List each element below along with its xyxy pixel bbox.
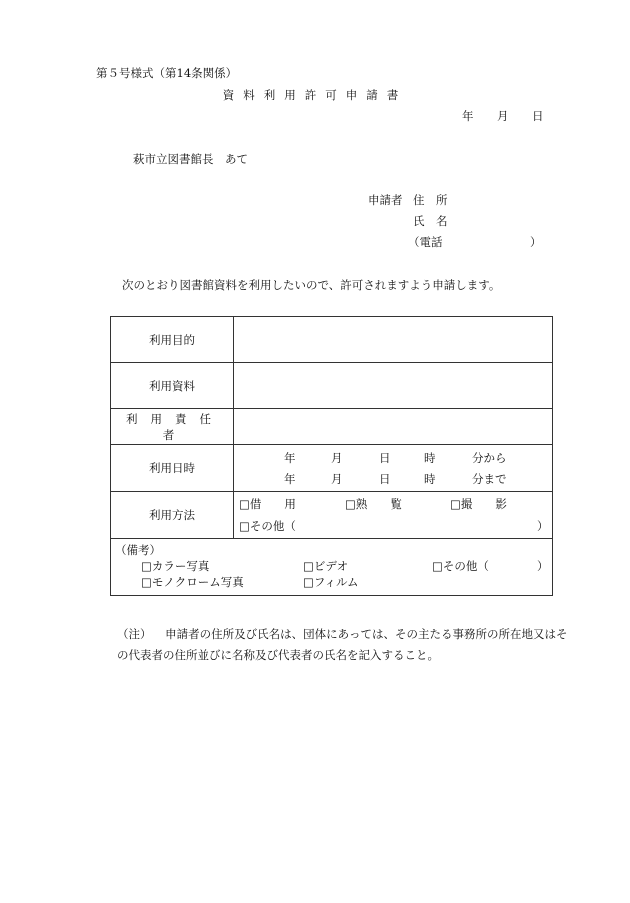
material-field[interactable] <box>234 363 553 409</box>
date-day-label: 日 <box>532 109 544 123</box>
footnote-label: （注） <box>117 627 152 641</box>
date-month-label: 月 <box>497 109 509 123</box>
remarks-label: （備考） <box>115 543 161 557</box>
method-checkbox-other[interactable]: □その他（ <box>239 519 296 533</box>
datetime-label: 利用日時 <box>111 445 234 492</box>
to-month: 月 <box>331 472 343 486</box>
to-minute: 分まで <box>472 472 507 486</box>
method-other-close: ） <box>537 519 549 533</box>
form-number: 第５号様式（第14条関係） <box>96 66 238 80</box>
remarks-checkbox-mono-photo[interactable]: □モノクローム写真 <box>141 575 244 589</box>
purpose-field[interactable] <box>234 317 553 363</box>
method-checkbox-borrow[interactable]: □借 用 <box>239 497 296 511</box>
table-row <box>111 445 553 492</box>
material-label: 利用資料 <box>111 363 234 409</box>
from-hour: 時 <box>424 451 436 465</box>
purpose-label: 利用目的 <box>111 317 234 363</box>
table-row <box>111 492 553 539</box>
application-table <box>110 316 553 596</box>
addressee: 萩市立図書館長 あて <box>133 152 248 166</box>
method-checkbox-view[interactable]: □熟 覧 <box>345 497 402 511</box>
remarks-checkbox-color-photo[interactable]: □カラー写真 <box>141 559 210 573</box>
to-day: 日 <box>379 472 391 486</box>
phone-close: ） <box>530 235 542 249</box>
responsible-field[interactable] <box>234 409 553 445</box>
remarks-checkbox-film[interactable]: □フィルム <box>303 575 359 589</box>
remarks-cell <box>111 539 553 596</box>
remarks-checkbox-video[interactable]: □ビデオ <box>303 559 349 573</box>
method-field <box>234 492 553 539</box>
table-row <box>111 409 553 445</box>
phone-label: （電話 <box>408 235 443 249</box>
remarks-other-close: ） <box>537 559 549 573</box>
date-year-label: 年 <box>462 109 474 123</box>
remarks-checkbox-other[interactable]: □その他（ <box>432 559 489 573</box>
from-month: 月 <box>331 451 343 465</box>
responsible-label: 利用責任者 <box>111 409 234 445</box>
applicant-label: 申請者 <box>368 193 403 207</box>
name-label: 氏 名 <box>413 214 448 228</box>
from-day: 日 <box>379 451 391 465</box>
address-label: 住 所 <box>413 193 448 207</box>
table-row <box>111 317 553 363</box>
from-minute: 分から <box>472 451 507 465</box>
to-hour: 時 <box>424 472 436 486</box>
datetime-field[interactable] <box>234 445 553 492</box>
from-year: 年 <box>284 451 296 465</box>
method-label: 利用方法 <box>111 492 234 539</box>
to-year: 年 <box>284 472 296 486</box>
document-title: 資料利用許可申請書 <box>222 88 408 102</box>
table-row <box>111 539 553 596</box>
table-row <box>111 363 553 409</box>
footnote <box>117 624 577 666</box>
footnote-text: 申請者の住所及び氏名は、団体にあっては、その主たる事務所の所在地又はその代表者の住所並びに名称及び代表者の氏名を記入すること。 <box>117 627 568 662</box>
method-checkbox-photo[interactable]: □撮 影 <box>450 497 507 511</box>
request-statement: 次のとおり図書館資料を利用したいので、許可されますよう申請します。 <box>122 278 501 292</box>
